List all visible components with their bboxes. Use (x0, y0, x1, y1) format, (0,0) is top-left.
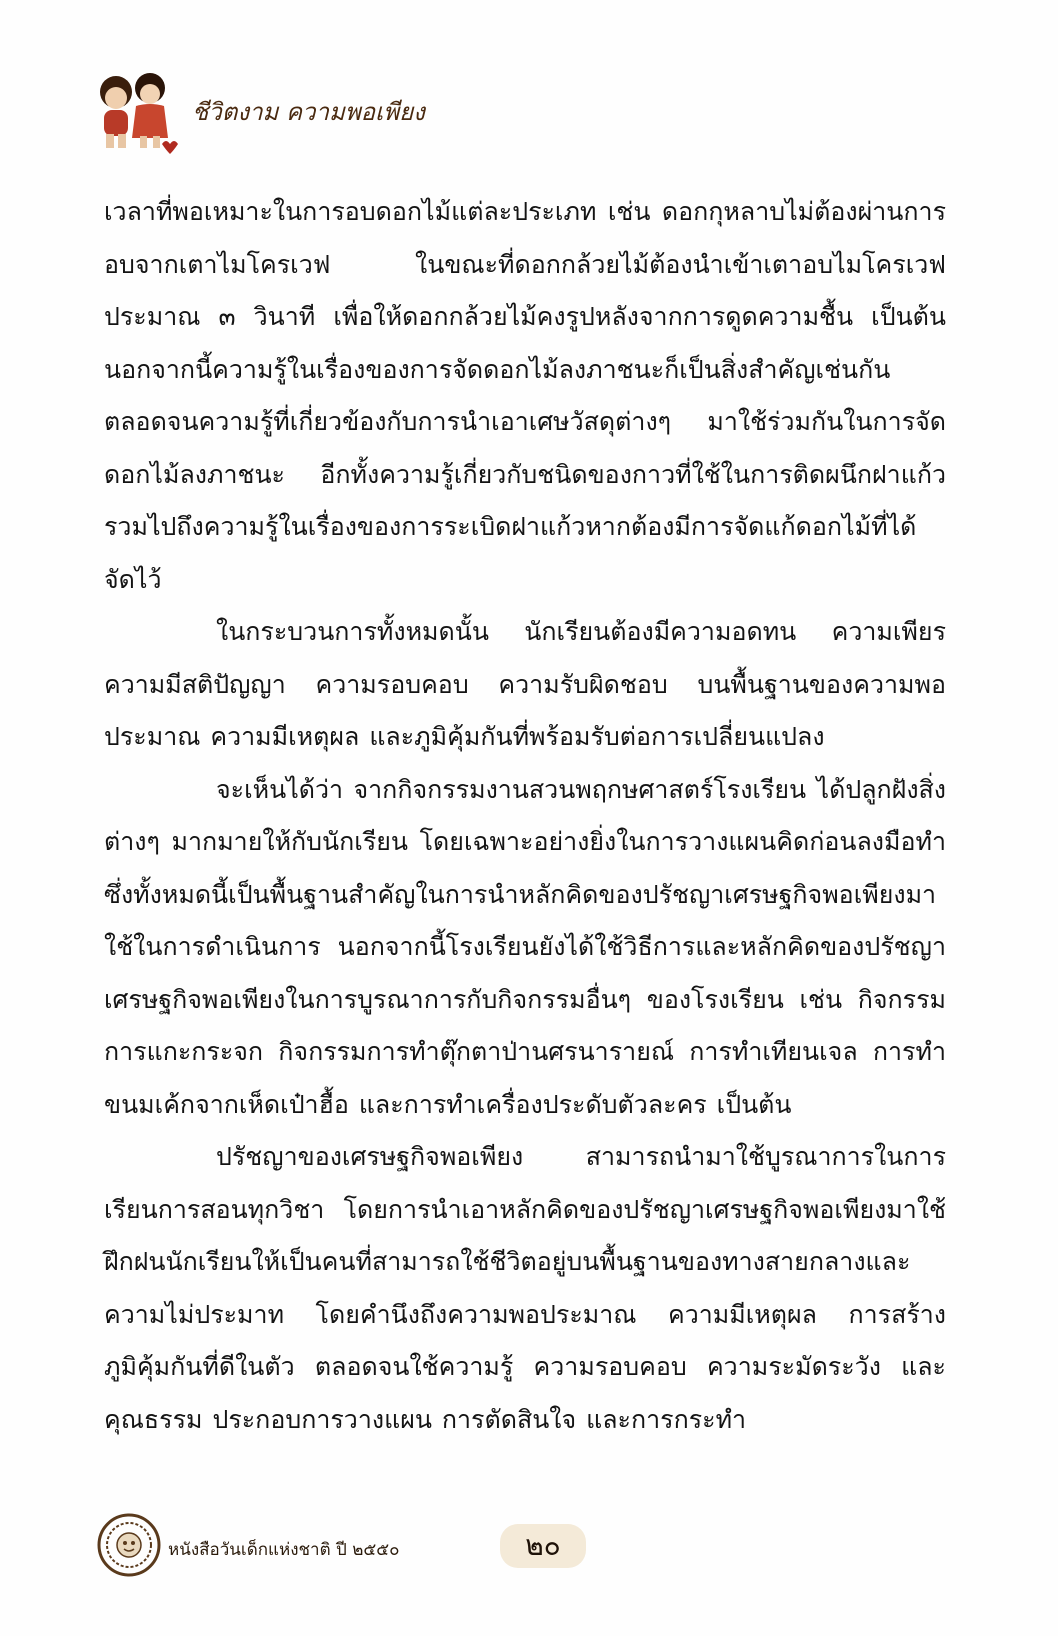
page-number: ๒๐ (500, 1524, 586, 1568)
body-text (104, 186, 946, 1446)
paragraph: ปรัชญาของเศรษฐกิจพอเพียง สามารถนำมาใช้บูรณาการในการเรียนการสอนทุกวิชา โดยการนำเอาหลักคิดของปรัชญาเศรษฐกิจพอเพียงมาใช้ฝึกฝนนักเรียนให้เป็นคนที่สามารถใช้ชีวิตอยู่บนพื้นฐานของทางสายกลางและความไม่ประมาท โดยคำนึงถึงความพอประมาณ ความมีเหตุผล การสร้างภูมิคุ้มกันที่ดีในตัว ตลอดจนใช้ความรู้ ความรอบคอบ ความระมัดระวัง และคุณธรรม ประกอบการวางแผน การตัดสินใจ และการกระทำ (104, 1142, 946, 1434)
running-header-title: ชีวิตงาม ความพอเพียง (192, 98, 425, 126)
paragraph: เวลาที่พอเหมาะในการอบดอกไม้แต่ละประเภท เช่น ดอกกุหลาบไม่ต้องผ่านการอบจากเตาไมโครเวฟ ในขณะที่ดอกกล้วยไม้ต้องนำเข้าเตาอบไมโครเวฟประมาณ ๓ วินาที เพื่อให้ดอกกล้วยไม้คงรูปหลังจากการดูดความชื้น เป็นต้น นอกจากนี้ความรู้ในเรื่องของการจัดดอกไม้ลงภาชนะก็เป็นสิ่งสำคัญเช่นกัน ตลอดจนความรู้ที่เกี่ยวข้องกับการนำเอาเศษวัสดุต่างๆ มาใช้ร่วมกันในการจัดดอกไม้ลงภาชนะ อีกทั้งความรู้เกี่ยวกับชนิดของกาวที่ใช้ในการติดผนึกฝาแก้ว รวมไปถึงความรู้ในเรื่องของการระเบิดฝาแก้วหากต้องมีการจัดแก้ดอกไม้ที่ได้จัดไว้ (104, 197, 946, 594)
footer-book-title: หนังสือวันเด็กแห่งชาติ ปี ๒๕๕๐ (168, 1540, 400, 1560)
paragraph: จะเห็นได้ว่า จากกิจกรรมงานสวนพฤกษศาสตร์โรงเรียน ได้ปลูกฝังสิ่งต่างๆ มากมายให้กับนักเรียน โดยเฉพาะอย่างยิ่งในการวางแผนคิดก่อนลงมือทำ ซึ่งทั้งหมดนี้เป็นพื้นฐานสำคัญในการนำหลักคิดของปรัชญาเศรษฐกิจพอเพียงมาใช้ในการดำเนินการ นอกจากนี้โรงเรียนยังได้ใช้วิธีการและหลักคิดของปรัชญาเศรษฐกิจพอเพียงในการบูรณาการกับกิจกรรมอื่นๆ ของโรงเรียน เช่น กิจกรรมการแกะกระจก กิจกรรมการทำตุ๊กตาป่านศรนารายณ์ การทำเทียนเจล การทำขนมเค้กจากเห็ดเป๋าฮื้อ และการทำเครื่องประดับตัวละคร เป็นต้น (104, 774, 946, 1119)
page-footer (96, 1512, 656, 1582)
round-seal-icon (96, 1512, 162, 1578)
children-illustration-icon (92, 66, 184, 162)
page-header (92, 66, 452, 162)
paragraph: ในกระบวนการทั้งหมดนั้น นักเรียนต้องมีความอดทน ความเพียร ความมีสติปัญญา ความรอบคอบ ความรับผิดชอบ บนพื้นฐานของความพอประมาณ ความมีเหตุผล และภูมิคุ้มกันที่พร้อมรับต่อการเปลี่ยนแปลง (104, 617, 946, 751)
